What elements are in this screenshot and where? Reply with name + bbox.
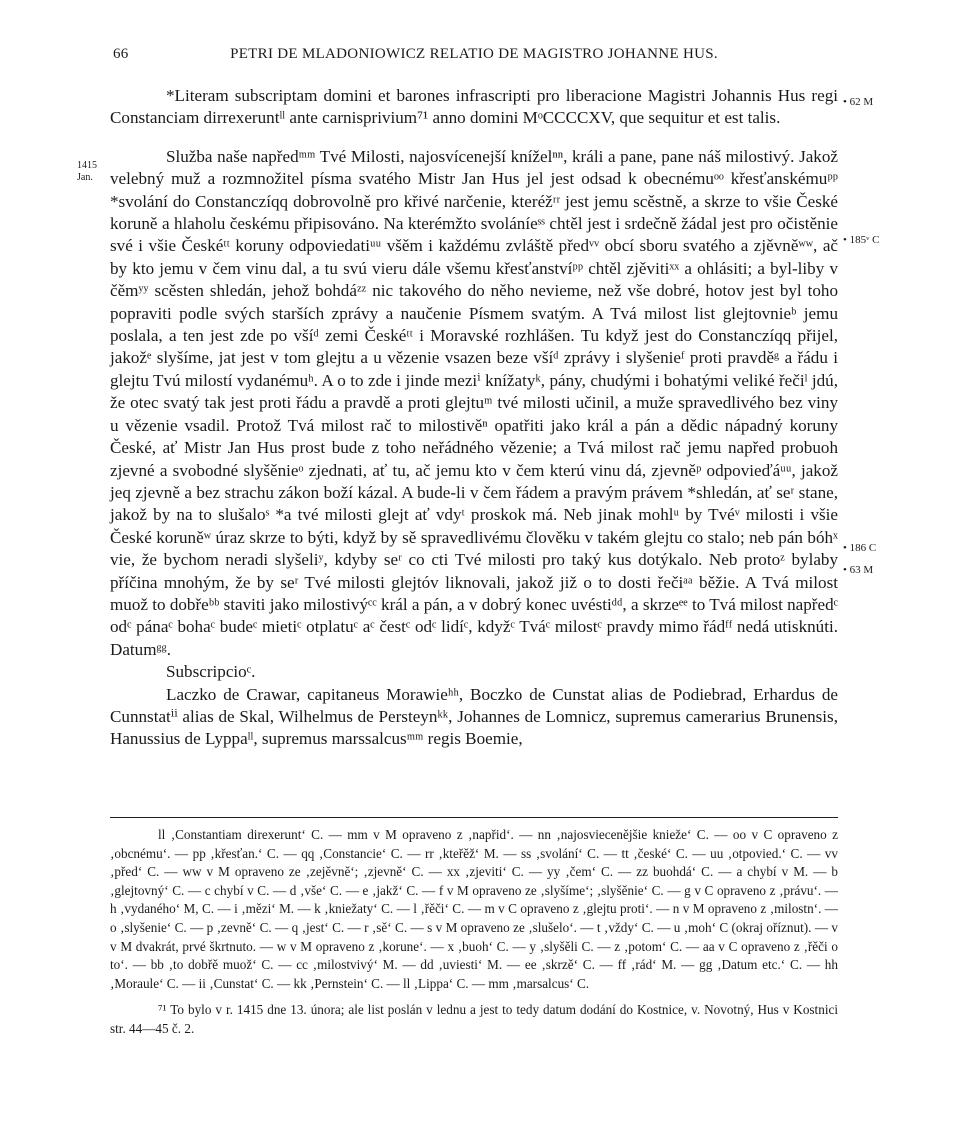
- margin-note-185c: • 185ᵛ C: [843, 234, 880, 246]
- subscriptio-line: Subscripcioᶜ.: [166, 662, 256, 682]
- main-text: [110, 85, 838, 751]
- footnote-71: ⁷¹ To bylo v r. 1415 dne 13. února; ale list poslán v lednu a jest to tedy datum dodání do Kostnice, v. Novotný, Hus v Kostnici str. 44—45 č. 2.: [110, 1002, 838, 1036]
- margin-note-63m: • 63 M: [843, 564, 874, 576]
- critical-apparatus: ll ‚Constantiam direxerunt‘ C. — mm v M opraveno z ‚napřid‘. — nn ‚najosviecenějšie knieže‘ C. — oo v C opraveno z ‚obcnému‘. — pp ‚křesťan.‘ C. — qq ‚Constancie‘ C. — rr ‚kteřěž‘ M. — ss ‚svolání‘ C. — tt ‚české‘ C. — uu ‚otpovied.‘ C. — vv ‚před‘ C. — ww v M opraveno ze ‚zejěvně‘; ‚zjevně‘ C. — xx ‚zjeviti‘ C. — yy ‚čem‘ C. — zz buohdá‘ C. — a chybí v M. — b ‚glejtovný‘ C. — c chybí v C. — d ‚vše‘ C. — e ‚jakž‘ C. — f v M opraveno ze ‚slyšíme‘; ‚slyšěnie‘ C. — g v C opraveno z ‚právu‘. — h ‚vydaného‘ M, C. — i ‚mězi‘ M. — k ‚kniežaty‘ C. — l ‚řěči‘ C. — m v C opraveno z ‚glejtu proti‘. — n v M opraveno z ‚milostn‘. — o ‚slyšenie‘ C. — p ‚zevně‘ C. — q ‚jest‘ C. — r ‚sě‘ C. — s v M opraveno ze ‚slušelo‘. — t ‚vždy‘ C. — u ‚moh‘ C (okraj oříznut). — v v M dvakrát, prvé škrtnuto. — w v M opraveno z ‚korune‘. — x ‚buoh‘ C. — y ‚slyšěli C. — z ‚potom‘ C. — aa v C opraveno z ‚řěči o to‘. — bb ‚to dobřě muož‘ C. — cc ‚milostvivý‘ M. — dd ‚uviesti‘ M. — ee ‚skrzě‘ C. — ff ‚rád‘ M. — gg ‚Datum etc.‘ C. — hh ‚Moraule‘ C. — ii ‚Cunstat‘ C. — kk ‚Pernstein‘ C. — ll ‚Lippa‘ C. — mm ‚marsalcus‘ C.: [110, 827, 838, 991]
- page-number: 66: [113, 46, 129, 62]
- margin-year: 1415: [77, 160, 97, 171]
- footnotes: [110, 826, 838, 1039]
- signatories-paragraph: Laczko de Crawar, capitaneus Morawieʰʰ, Boczko de Cunstat alias de Podiebrad, Erhardus de Cunnstatⁱⁱ alias de Skal, Wilhelmus de Persteynᵏᵏ, Johannes de Lomnicz, supremus camerarius Brunensis, Hanussius de Lyppaˡˡ, supremus marssalcusᵐᵐ regis Boemie,: [110, 684, 838, 749]
- intro-paragraph: *Literam subscriptam domini et barones infrascripti pro liberacione Magistri Johannis Hus regi Constanciam dirrexeruntˡˡ ante carnisprivium⁷¹ anno domini MᵒCCCCXV, que sequitur et est talis.: [110, 86, 838, 128]
- margin-note-62m: • 62 M: [843, 96, 874, 108]
- margin-note-186c: • 186 C: [843, 542, 877, 554]
- letter-paragraph: Služba naše napředᵐᵐ Tvé Milosti, najosvícenejší kníželⁿⁿ, králi a pane, pane náš milostivý. Jakož velebný muž a rozmnožitel písma svatého Mistr Jan Hus jel jest odsad k obecnémuᵒᵒ křesťanskémuᵖᵖ *svolání do Constanczíqq dobrovolně pro křivé narčenie, kteréžʳʳ jest jemu scěstně, a skrze to všie České koruně a hlaholu českému připisováno. Na kterémžto svoláníeˢˢ chtěl jest i srdečně žádal jest pro očistěnie své i všie Českéᵗᵗ koruny odpoviedatiᵘᵘ všěm i každému zvláště předᵛᵛ obcí sboru svatého a zjěvněʷʷ, ač by kto jemu v čem vinu dal, a tu svú vieru dále všemu křesťanstvíᵖᵖ chtěl zjěvitiˣˣ a ohlásiti; a byl-liby v čěmʸʸ scěsten shledán, jehož bohdáᶻᶻ nic takového do něho nevieme, než vše dobré, hotov jest byl toho popraviti podle svých starších zprávy a naučenie Písmem svatým. A Tvá milost list glejtovnieᵇ jemu poslala, a ten jest zde po všíᵈ zemi Českéᵗᵗ i Moravské rozhlášen. Tu když jest do Constanczíqq přijel, jakožᵉ slyšíme, jat jest v tom glejtu a u vězenie vsazen beze všíᵈ zprávy i slyšenieᶠ proti pravděᵍ a řádu i glejtu Tvú milostí vydanémuʰ. A o to zde i jinde meziⁱ knížatyᵏ, pány, chudými i bohatými veliké řečiˡ jdú, že otec svatý tak jest proti řádu a pravdě a proti glejtuᵐ tvé milosti učinil, a muže spravedlivého bez viny u vězenie vsadil. Protož Tvá milost rač to milostivěⁿ opatřiti jako král a pán a dědic nápadný koruny České, ať Mistr Jan Hus prost bude z toho neřádného vězenie; a Tvá milost rač jemu napřed probuoh zjevné a svobodné slyšěnieᵒ zjednati, ať tu, ač jemu kto v čem kterú vinu dá, zjevněᵖ odpovieďáᵘᵘ, jakož jeq zjevně a bez strachu zákon boží kázal. A bude-li v čem řádem a pravým právem *shledán, ať seʳ stane, jakož by na to slušaloˢ *a tvé milosti glejt ať vdyᵗ proskok má. Neb jinak mohlᵘ by Tvéᵛ milosti i všie České koruněʷ úraz skrze to býti, když by sě spravedlivému člověku v takém glejtu co stalo; neb pán bóhˣ vie, že bychom neradi slyšeliʸ, kdyby seʳ co cti Tvé milosti pro taký kus dotýkalo. Neb protoᶻ bylaby příčina mnohým, že by seʳ Tvé milosti glejtóv liknovali, jakož již o to dosti řečiᵃᵃ běžie. A Tvá milost muož to dobřeᵇᵇ staviti jako milostivýᶜᶜ král a pán, a v dobrý konec uvéstiᵈᵈ, a skrzeᵉᵉ to Tvá milost napředᶜ odᶜ pánaᶜ bohaᶜ budeᶜ mietiᶜ otplatuᶜ aᶜ čestᶜ odᶜ lidíᶜ, kdyžᶜ Tváᶜ milostᶜ pravdy mimo řádᶠᶠ nedá utisknúti. Datumᵍᵍ.: [110, 146, 838, 659]
- margin-date: [77, 160, 107, 184]
- margin-month: Jan.: [77, 172, 93, 183]
- running-head: [113, 46, 835, 70]
- running-title: PETRI DE MLADONIOWICZ RELATIO DE MAGISTRO JOHANNE HUS.: [230, 46, 718, 62]
- footnote-divider: [110, 817, 838, 818]
